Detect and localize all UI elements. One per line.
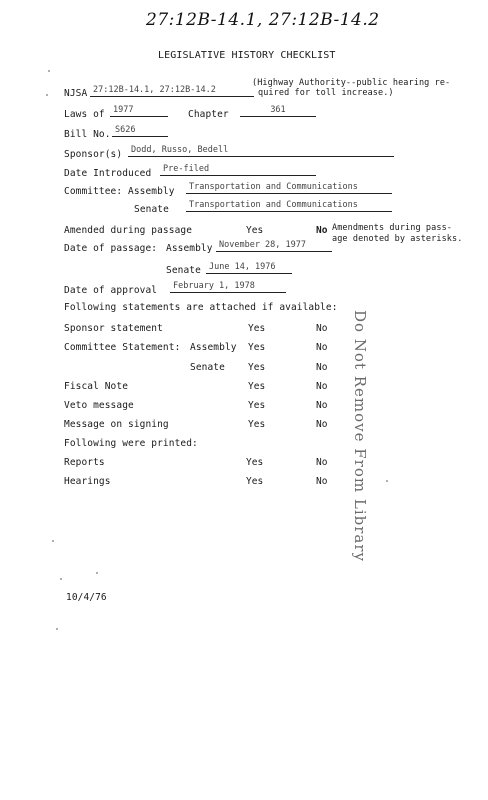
bill-value: S626 bbox=[112, 125, 168, 137]
amended-label: Amended during passage bbox=[64, 225, 193, 236]
amended-note-line2: age denoted by asterisks. bbox=[332, 234, 463, 244]
laws-label: Laws of bbox=[64, 109, 105, 120]
date-introduced-label: Date Introduced bbox=[64, 168, 152, 179]
chapter-label: Chapter bbox=[188, 109, 229, 120]
page-title: LEGISLATIVE HISTORY CHECKLIST bbox=[158, 50, 336, 61]
committee-senate-label: Senate bbox=[134, 204, 169, 215]
statement-no: No bbox=[316, 323, 328, 334]
scan-speck bbox=[46, 94, 48, 96]
following-attached-heading: Following statements are attached if available: bbox=[64, 302, 338, 313]
printed-yes: Yes bbox=[246, 476, 264, 487]
statement-yes: Yes bbox=[248, 323, 266, 334]
statement-yes: Yes bbox=[248, 419, 266, 430]
sponsors-label: Sponsor(s) bbox=[64, 149, 123, 160]
statement-no: No bbox=[316, 419, 328, 430]
passage-label: Date of passage: bbox=[64, 243, 158, 254]
committee-senate-value: Transportation and Communications bbox=[186, 200, 392, 212]
statement-no: No bbox=[316, 381, 328, 392]
statement-label: Veto message bbox=[64, 400, 134, 411]
njsa-label: NJSA bbox=[64, 88, 88, 99]
passage-senate-value: June 14, 1976 bbox=[206, 262, 292, 274]
statement-label: Committee Statement: bbox=[64, 342, 181, 353]
printed-yes: Yes bbox=[246, 457, 264, 468]
statement-yes: Yes bbox=[248, 362, 266, 373]
passage-assembly-value: November 28, 1977 bbox=[216, 240, 332, 252]
statement-no: No bbox=[316, 342, 328, 353]
committee-assembly-label: Committee: Assembly bbox=[64, 186, 175, 197]
statement-yes: Yes bbox=[248, 342, 266, 353]
printed-label: Reports bbox=[64, 457, 105, 468]
passage-assembly-label: Assembly bbox=[166, 243, 213, 254]
amended-note-line1: Amendments during pass- bbox=[332, 223, 453, 233]
following-printed-heading: Following were printed: bbox=[64, 438, 198, 449]
njsa-note-line2: quired for toll increase.) bbox=[258, 88, 394, 98]
date-introduced-value: Pre-filed bbox=[160, 164, 316, 176]
njsa-value: 27:12B-14.1, 27:12B-14.2 bbox=[90, 85, 254, 97]
committee-assembly-value: Transportation and Communications bbox=[186, 182, 392, 194]
statement-sub-label: Assembly bbox=[190, 342, 237, 353]
statement-label: Sponsor statement bbox=[64, 323, 163, 334]
statement-no: No bbox=[316, 362, 328, 373]
amended-yes: Yes bbox=[246, 225, 264, 236]
library-stamp-text: Do Not Remove From Library bbox=[351, 309, 370, 562]
sponsors-value: Dodd, Russo, Bedell bbox=[128, 145, 394, 157]
handwritten-statute-numbers: 27:12B-14.1, 27:12B-14.2 bbox=[146, 10, 380, 30]
printed-no: No bbox=[316, 476, 328, 487]
library-stamp bbox=[340, 309, 380, 562]
approval-value: February 1, 1978 bbox=[170, 281, 286, 293]
passage-senate-label: Senate bbox=[166, 265, 201, 276]
printed-label: Hearings bbox=[64, 476, 111, 487]
statement-label: Fiscal Note bbox=[64, 381, 129, 392]
statement-no: No bbox=[316, 400, 328, 411]
statement-label: Message on signing bbox=[64, 419, 169, 430]
bill-label: Bill No. bbox=[64, 129, 111, 140]
amended-no: No bbox=[316, 225, 328, 236]
approval-label: Date of approval bbox=[64, 285, 158, 296]
scan-speck bbox=[386, 480, 388, 482]
scan-speck bbox=[60, 578, 62, 580]
footer-date: 10/4/76 bbox=[66, 592, 107, 603]
statement-yes: Yes bbox=[248, 400, 266, 411]
chapter-value: 361 bbox=[240, 105, 316, 117]
scan-speck bbox=[52, 540, 54, 542]
statement-sub-label: Senate bbox=[190, 362, 225, 373]
njsa-note-line1: (Highway Authority--public hearing re- bbox=[252, 78, 451, 88]
statement-yes: Yes bbox=[248, 381, 266, 392]
scan-speck bbox=[96, 572, 98, 574]
scan-speck bbox=[56, 628, 58, 630]
laws-value: 1977 bbox=[110, 105, 168, 117]
printed-no: No bbox=[316, 457, 328, 468]
scan-speck bbox=[48, 70, 50, 72]
